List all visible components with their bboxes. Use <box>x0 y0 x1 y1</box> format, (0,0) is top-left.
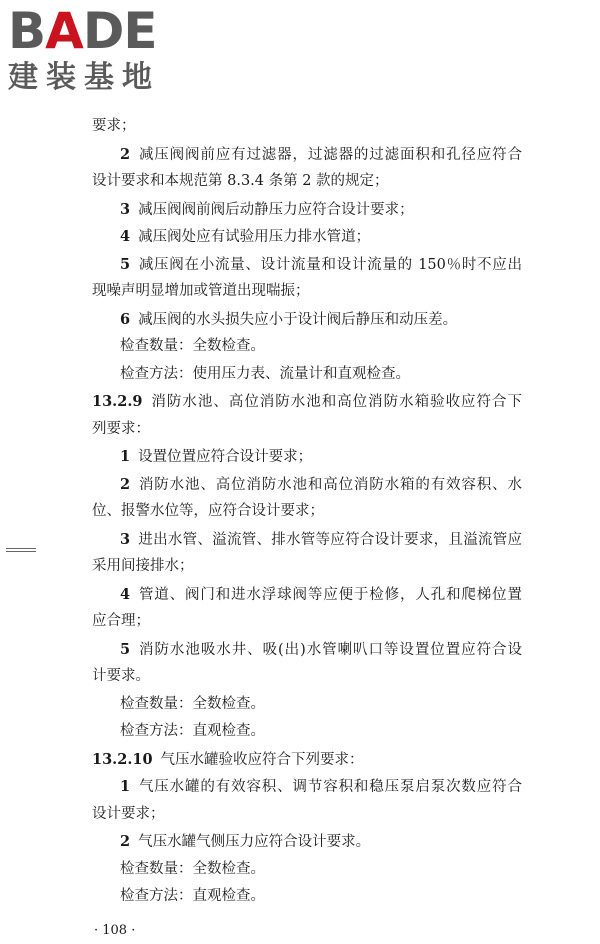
item-text: 减压阀处应有试验用压力排水管道； <box>138 229 370 245</box>
item-number: 5 <box>120 256 130 273</box>
inspection-line: 检查方法：直观检查。 <box>92 883 522 911</box>
item-text: 设置位置应符合设计要求； <box>138 449 312 465</box>
list-item <box>92 773 522 801</box>
logo-wordmark: BADE <box>8 4 188 58</box>
item-text: 减压阀阀前应有过滤器，过滤器的过滤面积和孔径应符合 <box>138 147 522 163</box>
section-heading <box>92 388 522 416</box>
list-item <box>92 141 522 169</box>
continuation-line: 要求； <box>92 113 522 141</box>
item-number: 1 <box>120 778 130 795</box>
inspection-line: 检查数量：全数检查。 <box>92 333 522 361</box>
item-number: 2 <box>120 146 130 163</box>
list-item <box>92 306 522 334</box>
item-number: 6 <box>120 311 130 328</box>
section-text: 消防水池、高位消防水池和高位消防水箱验收应符合下 <box>150 394 522 410</box>
continuation-line: 现噪声明显增加或管道出现喘振； <box>92 278 522 306</box>
continuation-line: 位、报警水位等，应符合设计要求； <box>92 498 522 526</box>
bade-logo <box>8 4 188 96</box>
list-item <box>92 223 522 251</box>
item-text: 进出水管、溢流管、排水管等应符合设计要求，且溢流管应 <box>138 532 522 548</box>
continuation-line: 应合理； <box>92 608 522 636</box>
logo-subtitle: 建装基地 <box>8 60 188 96</box>
continuation-line: 设计要求； <box>92 801 522 829</box>
item-text: 消防水池、高位消防水池和高位消防水箱的有效容积、水 <box>138 477 522 493</box>
item-number: 3 <box>120 531 130 548</box>
inspection-line: 检查数量：全数检查。 <box>92 691 522 719</box>
section-text: 气压水罐验收应符合下列要求： <box>161 752 364 768</box>
item-number: 4 <box>120 228 130 245</box>
section-number: 13.2.9 <box>92 393 142 410</box>
list-item <box>92 526 522 554</box>
list-item <box>92 581 522 609</box>
continuation-line: 设计要求和本规范第 8.3.4 条第 2 款的规定； <box>92 168 522 196</box>
list-item <box>92 636 522 664</box>
item-text: 减压阀阀前阀后动静压力应符合设计要求； <box>138 202 414 218</box>
list-item <box>92 196 522 224</box>
inspection-line: 检查方法：直观检查。 <box>92 718 522 746</box>
item-text: 气压水罐气侧压力应符合设计要求。 <box>138 834 370 850</box>
continuation-line: 计要求。 <box>92 663 522 691</box>
inspection-line: 检查方法：使用压力表、流量计和直观检查。 <box>92 361 522 389</box>
item-number: 2 <box>120 476 130 493</box>
section-heading <box>92 746 522 774</box>
section-number: 13.2.10 <box>92 751 153 768</box>
item-number: 2 <box>120 833 130 850</box>
item-number: 1 <box>120 448 130 465</box>
item-text: 减压阀的水头损失应小于设计阀后静压和动压差。 <box>138 312 457 328</box>
list-item <box>92 443 522 471</box>
item-text: 减压阀在小流量、设计流量和设计流量的 150％时不应出 <box>138 257 522 273</box>
item-number: 3 <box>120 201 130 218</box>
list-item <box>92 471 522 499</box>
margin-mark <box>6 548 36 554</box>
list-item <box>92 251 522 279</box>
continuation-line: 列要求： <box>92 416 522 444</box>
list-item <box>92 828 522 856</box>
item-number: 5 <box>120 641 130 658</box>
inspection-line: 检查数量：全数检查。 <box>92 856 522 884</box>
item-text: 消防水池吸水井、吸(出)水管喇叭口等设置位置应符合设 <box>138 642 522 658</box>
document-body <box>92 113 522 944</box>
item-text: 气压水罐的有效容积、调节容积和稳压泵启泵次数应符合 <box>138 779 522 795</box>
page-number: · 108 · <box>92 917 522 944</box>
item-text: 管道、阀门和进水浮球阀等应便于检修，人孔和爬梯位置 <box>138 587 522 603</box>
continuation-line: 采用间接排水； <box>92 553 522 581</box>
item-number: 4 <box>120 586 130 603</box>
logo-accent-letter: A <box>45 2 83 60</box>
